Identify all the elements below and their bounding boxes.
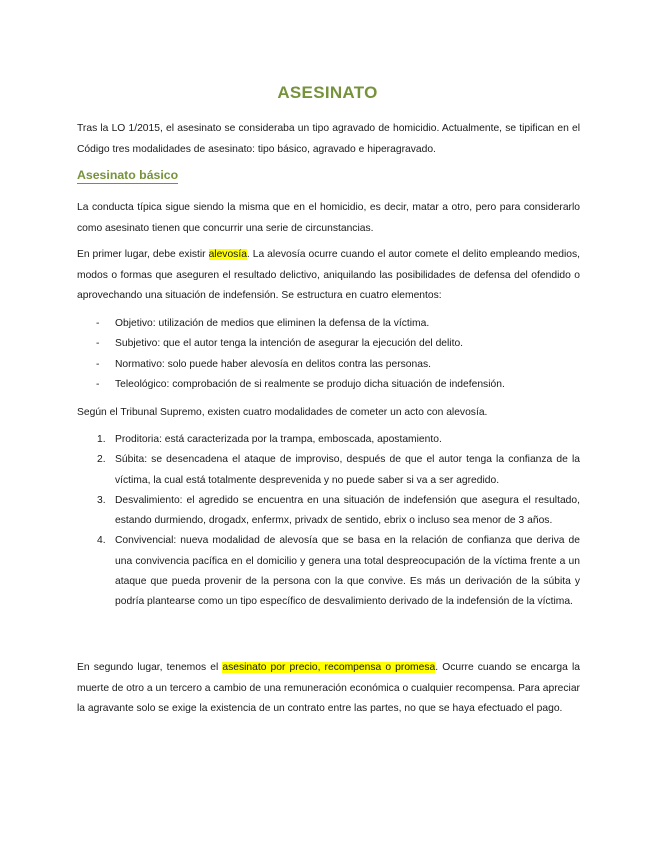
intro-paragraph: Tras la LO 1/2015, el asesinato se consideraba un tipo agravado de homicidio. Actualmente, se tipifican en el Código tres modalidades de asesinato: tipo básico, agravado e hiperagravado. xyxy=(77,123,580,155)
paragraph-alevosia-rest: . La alevosía ocurre cuando el autor comete el delito empleando medios, modos o formas que aseguren el resultado delictivo, aniquilando las posibilidades de defensa del ofendido o aprovechando una situación de indefensión. Se estructura en cuatro elementos: xyxy=(77,249,580,301)
list-marker: - xyxy=(96,318,100,329)
list-number: 3. xyxy=(97,494,106,506)
list-item-text: Proditoria: está caracterizada por la trampa, emboscada, apostamiento. xyxy=(115,434,442,445)
paragraph-precio-rest: . Ocurre cuando se encarga la muerte de otro a un tercero a cambio de una remuneración económica o cualquier recompensa. Para apreciar la agravante solo se exige la existencia de un contrato entre las partes, no que se haya efectuado el pago. xyxy=(77,662,580,714)
list-number: 2. xyxy=(97,454,106,466)
list-item-text: Convivencial: nueva modalidad de alevosía que se basa en la relación de confianza que deriva de una convivencia pacífica en el domicilio y genera una total despreocupación de la víctima frente a un ataque que pueda provenir de la persona con la que convive. Es más un derivación de la súbita y podría plantearse como un tipo específico de desvalimiento derivado de la indefensión de la víctima. xyxy=(115,535,580,608)
list-marker: - xyxy=(96,358,100,370)
list-item xyxy=(77,531,580,612)
list-item-text: Teleológico: comprobación de si realmente se produjo dicha situación de indefensión. xyxy=(115,378,505,390)
list-marker: - xyxy=(96,338,100,350)
list-item xyxy=(77,314,580,334)
list-item-text: Objetivo: utilización de medios que eliminen la defensa de la víctima. xyxy=(115,318,430,329)
list-item xyxy=(77,491,580,532)
highlight-alevosia: alevosía xyxy=(208,249,247,260)
list-item xyxy=(77,375,580,395)
paragraph-tribunal: Según el Tribunal Supremo, existen cuatro modalidades de cometer un acto con alevosía. xyxy=(77,407,488,418)
paragraph-alevosia-lead: En primer lugar, debe existir xyxy=(77,249,209,260)
elements-list xyxy=(77,314,580,395)
list-item xyxy=(77,355,580,375)
modalities-list xyxy=(77,430,580,613)
list-item-text: Normativo: solo puede haber alevosía en delitos contra las personas. xyxy=(115,358,431,370)
list-number: 1. xyxy=(97,434,106,445)
list-marker: - xyxy=(96,378,100,390)
list-item-text: Súbita: se desencadena el ataque de improviso, después de que el autor tenga la confianza de la víctima, la cual está totalmente desprevenida y no puede saber si va a ser agredido. xyxy=(115,454,580,486)
highlight-precio: asesinato por precio, recompensa o promesa xyxy=(222,662,436,673)
list-item xyxy=(77,334,580,354)
list-item xyxy=(77,430,580,450)
paragraph-conducta: La conducta típica sigue siendo la misma que en el homicidio, es decir, matar a otro, pero para considerarlo como asesinato tienen que concurrir una serie de circunstancias. xyxy=(77,202,580,234)
list-number: 4. xyxy=(97,535,106,547)
section-heading-basic: Asesinato básico xyxy=(77,168,179,182)
document-title: ASESINATO xyxy=(277,83,378,102)
paragraph-alevosia xyxy=(77,245,580,307)
list-item-text: Desvalimiento: el agredido se encuentra en una situación de indefensión que asegura el resultado, estando durmiendo, drogadx, enfermx, privadx de sentido, ebrix o incluso sea menor de 3 años. xyxy=(115,494,580,527)
list-item xyxy=(77,450,580,491)
paragraph-precio-lead: En segundo lugar, tenemos el xyxy=(77,662,223,673)
list-item-text: Subjetivo: que el autor tenga la intención de asegurar la ejecución del delito. xyxy=(115,338,464,350)
paragraph-precio xyxy=(77,658,580,720)
